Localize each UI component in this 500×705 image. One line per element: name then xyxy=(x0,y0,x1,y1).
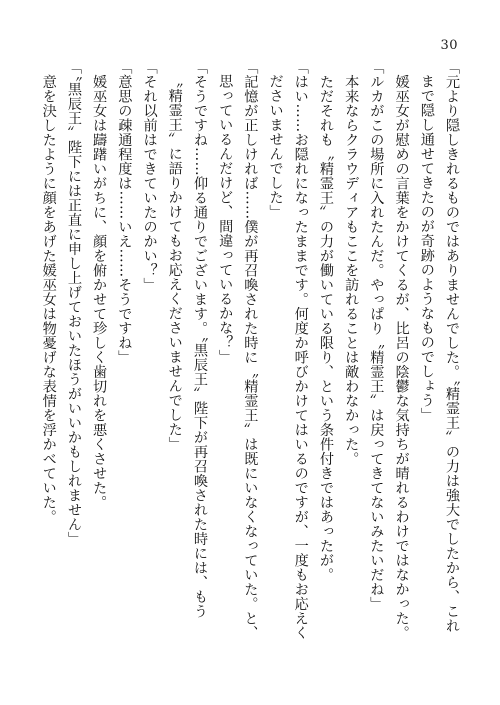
text-line: 「それ以前はできていたのかい？」 xyxy=(141,60,158,292)
text-line: 「〝黒辰王〟陛下には正直に申し上げておいたほうがいいかもしれません」 xyxy=(65,60,82,546)
text-line: ださいませんでした」 xyxy=(267,74,284,219)
text-line: 「意思の疎通程度は……いえ……そうですね」 xyxy=(116,60,133,365)
text-line: 思っているんだけど、間違っているかな？」 xyxy=(217,74,234,364)
vertical-text-body xyxy=(34,60,464,670)
text-line: ただそれも〝精霊王〟の力が働いている限り、という条件付きではあったが。 xyxy=(317,60,334,582)
text-line: 「記憶が正しければ……僕が再召喚された時に〝精霊王〟は既にいなくなっていた。と、 xyxy=(242,60,259,640)
text-line: 媛巫女が慰めの言葉をかけてくるが、比呂の陰鬱な気持ちが晴れるわけではなかった。 xyxy=(393,60,410,640)
text-line: 〝精霊王〟に語りかけてもお応えくださいませんでした」 xyxy=(166,74,183,451)
text-line: 本来ならクラウディアもここを訪れることは敵わなかった。 xyxy=(343,60,360,466)
text-line: まで隠し通せてきたのが奇跡のようなものでしょう」 xyxy=(418,74,435,422)
text-line: 「ルカがこの場所に入れたんだ。やっぱり〝精霊王〟は戻ってきてないみたいだね」 xyxy=(368,60,385,611)
text-line: 媛巫女は躊躇いがちに、顔を俯かせて珍しく歯切れを悪くさせた。 xyxy=(91,60,108,510)
text-line: 「そうですね……仰る通りでございます。〝黒辰王〟陛下が再召喚された時には、もう xyxy=(191,60,208,619)
text-line: 「はい……お隠れになったままです。何度か呼びかけてはいるのですが、一度もお応えく xyxy=(292,60,309,640)
text-line: 意を決したように顔をあげた媛巫女は物憂げな表情を浮かべていた。 xyxy=(40,60,57,524)
page-number: 30 xyxy=(440,38,458,53)
text-line: 「元より隠しきれるものではありませんでした。〝精霊王〟の力は強大でしたから、これ xyxy=(444,60,460,633)
